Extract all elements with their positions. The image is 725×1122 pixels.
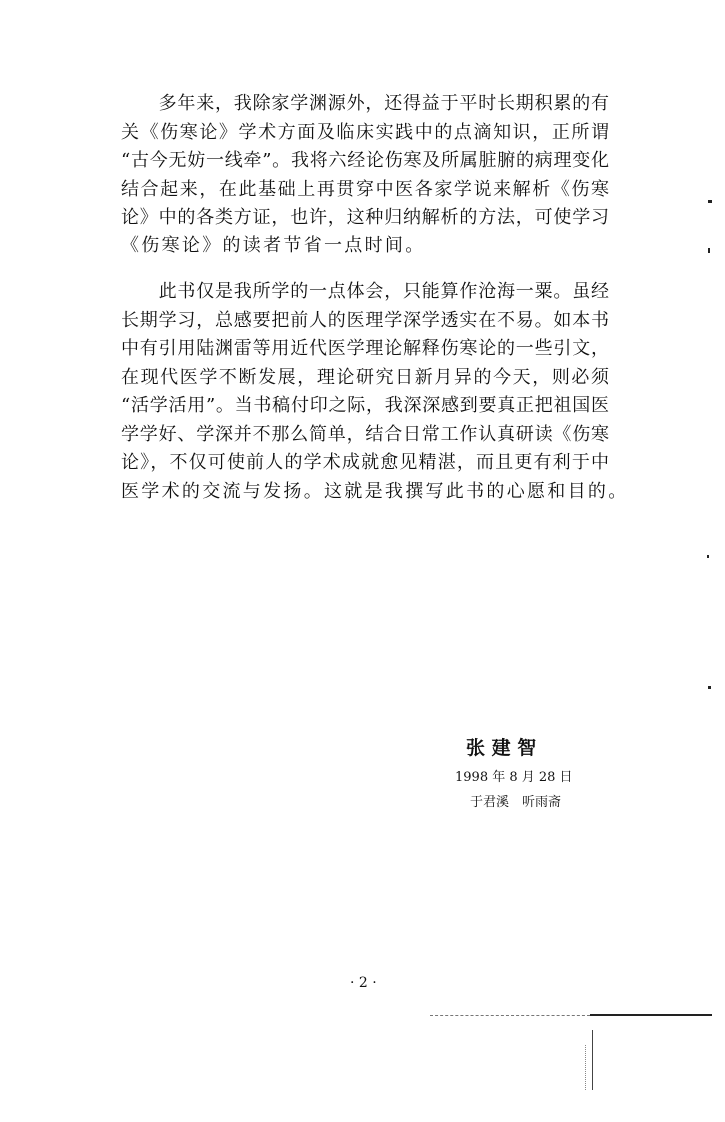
text-line: 在现代医学不断发展，理论研究日新月异的今天，则必须 — [121, 367, 609, 388]
text-line: 论》，不仅可使前人的学术成就愈见精湛，而且更有利于中 — [121, 452, 609, 473]
text-line: “古今无妨一线牵”。我将六经论伤寒及所属脏腑的病理变化 — [121, 150, 609, 171]
text-line: 此书仅是我所学的一点体会，只能算作沧海一粟。虽经 — [121, 281, 609, 302]
text-line: 医学术的交流与发扬。这就是我撰写此书的心愿和目的。 — [121, 481, 629, 502]
scan-mark — [585, 1045, 587, 1090]
scan-speck — [707, 555, 709, 558]
signature-date: 1998 年 8 月 28 日 — [455, 770, 573, 785]
text-line: 多年来，我除家学渊源外，还得益于平时长期积累的有 — [121, 93, 609, 114]
page-number: · 2 · — [350, 975, 377, 991]
text-line: 论》中的各类方证，也许，这种归纳解析的方法，可使学习 — [121, 207, 609, 228]
scan-speck — [708, 686, 711, 689]
scan-speck — [708, 248, 710, 253]
text-line: “活学活用”。当书稿付印之际，我深深感到要真正把祖国医 — [121, 395, 609, 416]
text-line: 学学好、学深并不那么简单，结合日常工作认真研读《伤寒 — [121, 424, 609, 445]
signature-place: 于君溪 听雨斋 — [470, 795, 562, 810]
text-line: 《伤寒论》的读者节省一点时间。 — [121, 235, 426, 256]
text-line: 中有引用陆渊雷等用近代医学理论解释伤寒论的一些引文， — [121, 338, 609, 359]
text-line: 长期学习，总感要把前人的医理学深学透实在不易。如本书 — [121, 310, 609, 331]
text-line: 关《伤寒论》学术方面及临床实践中的点滴知识，正所谓 — [121, 122, 609, 143]
bottom-rule-thick — [590, 1014, 712, 1016]
bottom-rule — [430, 1015, 590, 1016]
scan-speck — [708, 200, 712, 203]
text-line: 结合起来，在此基础上再贯穿中医各家学说来解析《伤寒 — [121, 179, 609, 200]
author-name: 张 建 智 — [466, 737, 537, 759]
scan-mark — [592, 1030, 593, 1090]
